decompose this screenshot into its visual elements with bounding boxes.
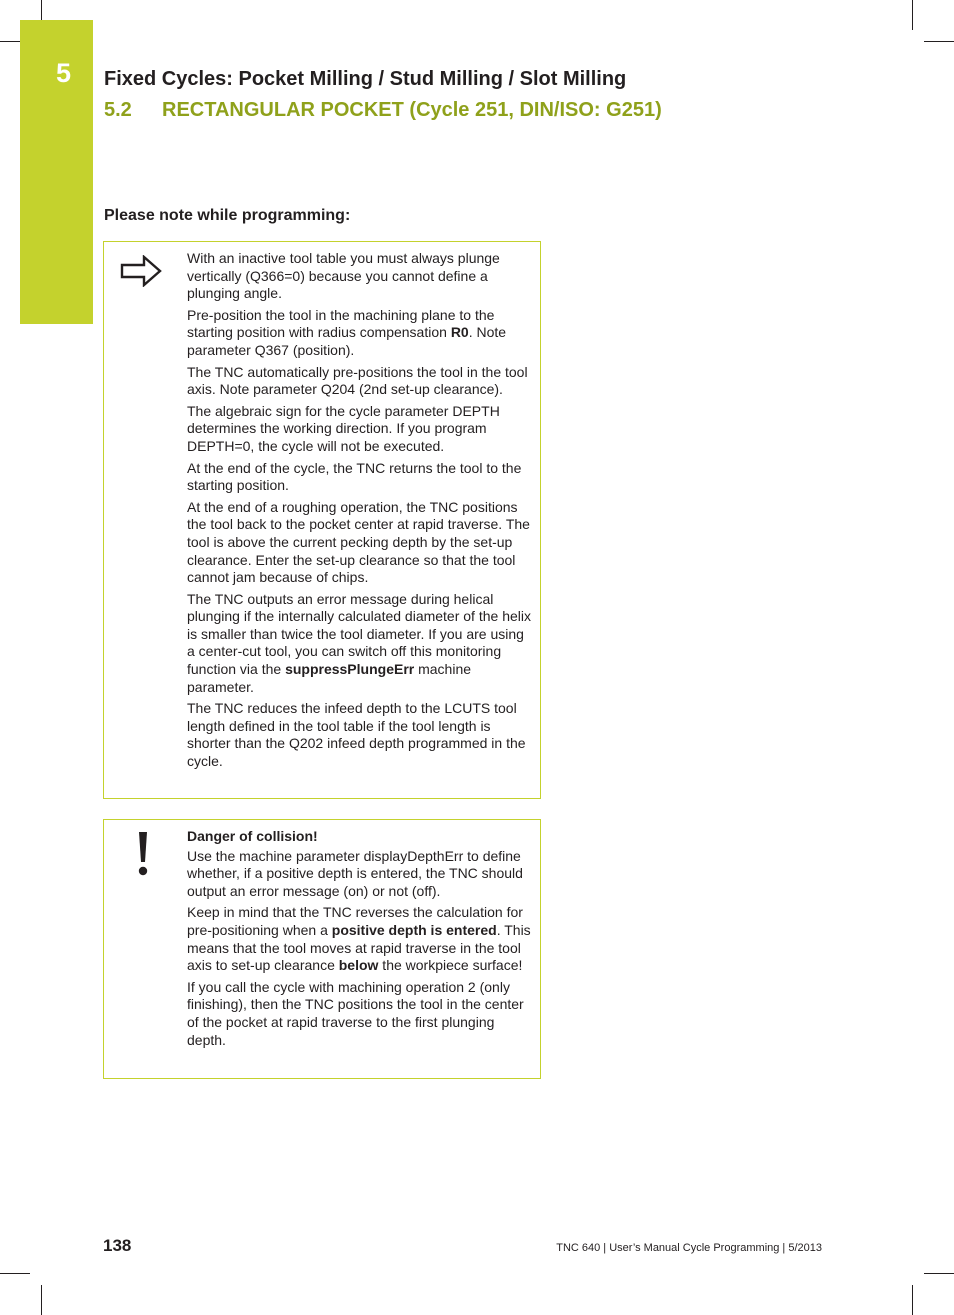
crop-mark [0,1273,30,1274]
footer-text: TNC 640 | User’s Manual Cycle Programming | 5/2013 [556,1242,822,1254]
note-paragraph: At the end of the cycle, the TNC returns the tool to the starting position. [187,459,522,494]
page-number: 138 [103,1236,132,1255]
note-text [187,250,533,775]
crop-mark [924,1273,954,1274]
chapter-number: 5 [56,58,72,88]
warning-paragraph: If you call the cycle with machining operation 2 (only finishing), then the TNC positions the tool in the center of the pocket at rapid traverse to the first plunging depth. [187,978,524,1048]
crop-mark [41,1285,42,1315]
note-box [103,241,541,799]
exclamation-icon [136,832,150,883]
arrow-right-icon [120,255,162,292]
note-paragraph: At the end of a roughing operation, the TNC positions the tool back to the pocket center at rapid traverse. The tool is above the current pecking depth by the set-up clearance. Enter the set-up clearance so that the tool cannot jam because of chips. [187,498,530,586]
crop-mark [912,1285,913,1315]
note-paragraph: The TNC outputs an error message during helical plunging if the internally calculated diameter of the helix is smaller than twice the tool diameter. If you are using a center-cut tool, you can switch off this monitoring function via the suppressPlungeErr machine parameter. [187,590,531,695]
note-paragraph: The TNC automatically pre-positions the tool in the tool axis. Note parameter Q204 (2nd set-up clearance). [187,363,528,398]
warning-box [103,819,541,1079]
warning-paragraph: Use the machine parameter displayDepthErr to define whether, if a positive depth is entered, the TNC should output an error message (on) or not (off). [187,847,523,899]
warning-text [187,828,533,1053]
warning-paragraph: Keep in mind that the TNC reverses the calculation for pre-positioning when a positive depth is entered. This means that the tool moves at rapid traverse in the tool axis to set-up clearance below the workpiece surface! [187,904,531,974]
warning-title: Danger of collision! [187,828,318,844]
crop-mark [0,41,20,42]
crop-mark [41,0,42,20]
crop-mark [924,41,954,42]
crop-mark [912,0,913,30]
note-paragraph: Pre-position the tool in the machining plane to the starting position with radius compensation R0. Note parameter Q367 (position). [187,306,507,358]
subheading: Please note while programming: [104,207,351,224]
note-paragraph: With an inactive tool table you must always plunge vertically (Q366=0) because you cannot define a plunging angle. [187,250,500,302]
section-number: 5.2 [104,99,132,121]
note-paragraph: The TNC reduces the infeed depth to the LCUTS tool length defined in the tool table if the tool length is shorter than the Q202 infeed depth programmed in the cycle. [187,700,526,770]
note-paragraph: The algebraic sign for the cycle parameter DEPTH determines the working direction. If you program DEPTH=0, the cycle will not be executed. [187,402,500,454]
section-title: RECTANGULAR POCKET (Cycle 251, DIN/ISO: G251) [162,99,662,121]
chapter-title: Fixed Cycles: Pocket Milling / Stud Milling / Slot Milling [104,68,627,90]
